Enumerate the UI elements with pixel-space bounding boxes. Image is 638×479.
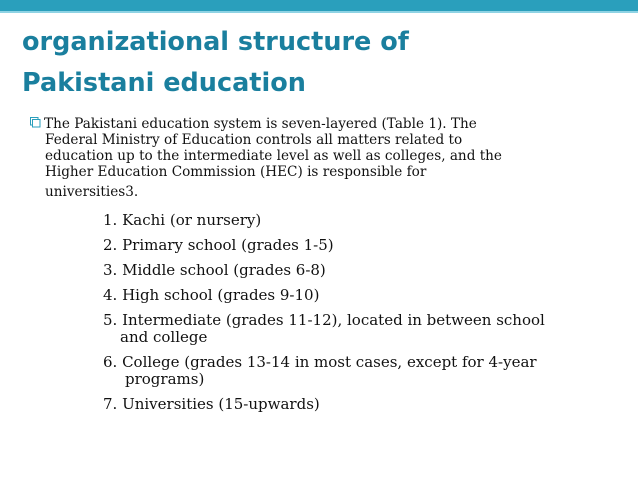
intro-line: Federal Ministry of Education controls all matters related to: [45, 132, 463, 148]
title-line: Pakistani education: [22, 68, 306, 98]
intro-line: The Pakistani education system is seven-layered (Table 1). The: [44, 116, 477, 132]
level-label: 4. High school (grades 9-10): [103, 286, 320, 304]
intro-line: universities3.: [45, 184, 139, 200]
level-label: 7. Universities (15-upwards): [103, 395, 320, 413]
level-label-continuation: and college: [120, 328, 208, 346]
list-item: [103, 212, 545, 229]
slide-title: [22, 22, 409, 104]
intro-bullet: [30, 116, 620, 205]
intro-line: education up to the intermediate level as well as colleges, and the: [45, 148, 502, 164]
level-label: 6. College (grades 13-14 in most cases, except for 4-year: [103, 353, 537, 371]
level-label: 2. Primary school (grades 1-5): [103, 236, 334, 254]
top-accent-stripe: [0, 11, 638, 13]
list-item: [103, 354, 545, 388]
list-item: [103, 287, 545, 304]
list-item: [103, 312, 545, 346]
list-item: [103, 262, 545, 279]
square-bullet-icon: [30, 117, 41, 128]
level-label-continuation: programs): [125, 370, 205, 388]
top-accent-bar: [0, 0, 638, 11]
intro-line: Higher Education Commission (HEC) is responsible for: [45, 164, 427, 180]
intro-text: [44, 116, 620, 205]
education-levels-list: [103, 212, 545, 421]
list-item: [103, 237, 545, 254]
level-label: 1. Kachi (or nursery): [103, 211, 262, 229]
title-line: organizational structure of: [22, 27, 409, 57]
level-label: 5. Intermediate (grades 11-12), located in between school: [103, 311, 545, 329]
level-label: 3. Middle school (grades 6-8): [103, 261, 326, 279]
list-item: [103, 396, 545, 413]
